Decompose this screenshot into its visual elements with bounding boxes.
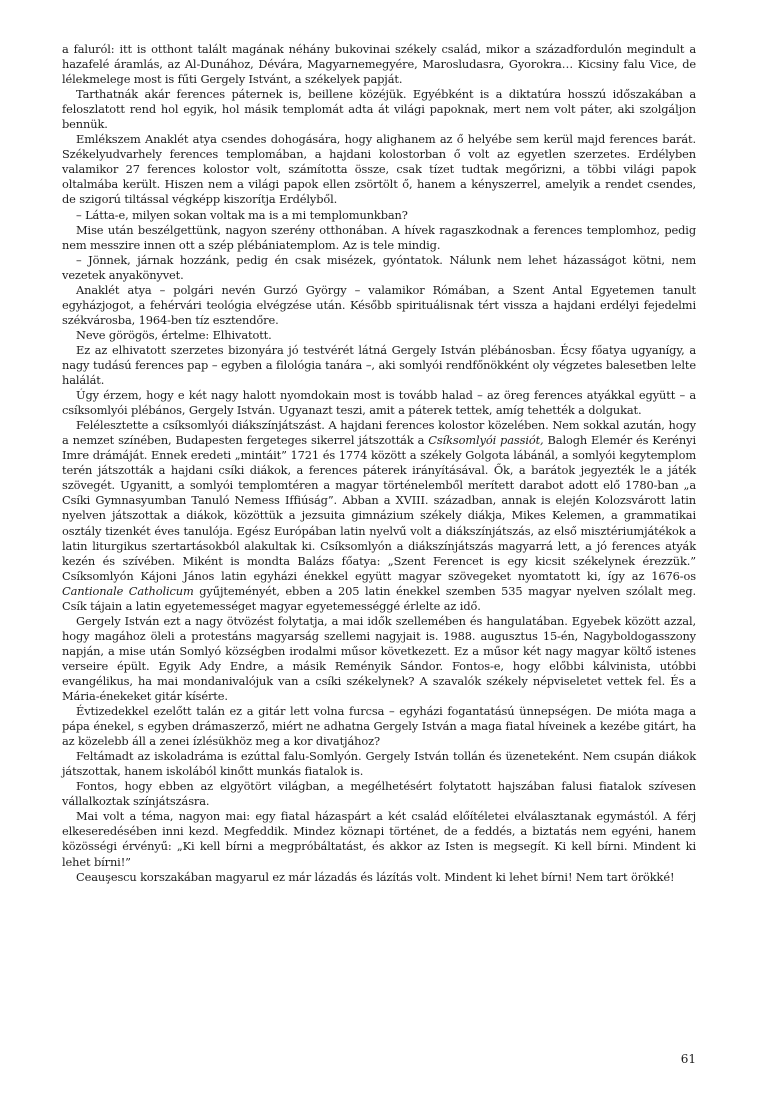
paragraph-11 xyxy=(62,418,696,614)
paragraph-3: Emlékszem Anaklét atya csendes dohogására, hogy alighanem az ő helyébe sem kerül majd ferences barát. Székelyudvarhely ferences templomában, a hajdani kolostorban ő volt az egyetlen szerzetes. Erdélyben valamikor 27 ferences kolostor volt, számította össze, csak tízet tudtak megőrizni, a többi világi papok oltalmába került. Hiszen nem a világi papok ellen zsörtölt ő, hanem a kényszerrel, amelyik a rendet csendes, de szigorú tiltással végképp kiszorítja Erdélyből. xyxy=(62,132,696,207)
paragraph-5: Mise után beszélgettünk, nagyon szerény otthonában. A hívek ragaszkodnak a ferences templomhoz, pedig nem messzire innen ott a szép plébániatemplom. Az is tele mindig. xyxy=(62,222,696,252)
page-number: 61 xyxy=(680,1052,696,1066)
paragraph-9: Ez az elhivatott szerzetes bizonyára jó testvérét látná Gergely István plébánosban. Écsy főatya ugyanígy, a nagy tudású ferences pap – egyben a filológia tanára –, aki somlyói rendfőnökként oly végzetes balesetben lelte halálát. xyxy=(62,342,696,388)
paragraph-15: Fontos, hogy ebben az elgyötört világban, a megélhetésért folytatott hajszában falusi fiatalok szívesen vállalkoztak színjátszásra. xyxy=(62,779,696,809)
paragraph-8: Neve görögös, értelme: Elhivatott. xyxy=(76,327,272,342)
paragraph-10: Úgy érzem, hogy e két nagy halott nyomdokain most is tovább halad – az öreg ferences atyákkal együtt – a csíksomlyói plébános, Gergely István. Ugyanazt teszi, amit a páterek tettek, amíg tehették a dolgukat. xyxy=(62,388,696,418)
paragraph-11-part-2: Balogh Elemér és Kerényi Imre drámáját. Ennek eredeti „mintáit” 1721 és 1774 között a székely Golgota lábánál, a somlyói kegytemplom terén játszották a hajdani csíki diákok, a ferences páterek irányításával. Ők, a barátok jegyezték le a játék szövegét. Ugyanitt, a somlyói templomtéren a magyar történelemből merített darabot adott elő 1780-ban „a Csíki Gymnasyumban Tanuló Nemess Iffiúság”. Abban a XVIII. században, annak is elején Kolozsvárott latin nyelven játszottak a diákok, közöttük a jezsuita gimnázium székely diákja, Mikes Kelemen, a grammatikai osztály tizenkét éves tanulója. Egész Európában latin nyelvű volt a diákszínjátszás, az első misztériumjátékok a latin liturgikus szertartásokból alakultak ki. Csíksomlyón a diákszínjátszás magyarrá lett, a jó ferences atyák kezén és szívében. Miként is mondta Balázs főatya: „Szent Ferencet is egy kicsit székelynek érezzük.” Csíksomlyón Kájoni János latin egyházi énekkel együtt magyar szövegeket nyomtatott ki, így az 1676-os xyxy=(62,433,696,583)
paragraph-7: Anaklét atya – polgári nevén Gurzó György – valamikor Rómában, a Szent Antal Egyetemen tanult egyházjogot, a fehérvári teológia elvégzése után. Később spirituálisnak tért vissza a hajdani erdélyi fejedelmi székvárosba, 1964-ben tíz esztendőre. xyxy=(62,282,696,327)
passio-title: Csíksomlyói passiót, xyxy=(428,433,544,448)
paragraph-4: – Látta-e, milyen sokan voltak ma is a mi templomunkban? xyxy=(76,207,408,222)
document-body xyxy=(62,42,696,885)
cantionale-title: Cantionale Catholicum xyxy=(62,583,194,598)
paragraph-1: a faluról: itt is otthont talált magának néhány bukovinai székely család, mikor a századfordulón megindult a hazafelé áramlás, az Al-Dunához, Dévára, Magyarnemegyére, Marosludasra, Gyorokra… Kicsiny falu Vice, de lélekmelege most is fűti Gergely Istvánt, a székelyek papját. xyxy=(62,42,696,87)
paragraph-2: Tarthatnák akár ferences páternek is, beillene közéjük. Egyébként is a diktatúra hosszú időszakában a feloszlatott rend hol egyik, hol másik templomát adta át világi papoknak, mert nem volt páter, aki szolgáljon bennük. xyxy=(62,87,696,132)
paragraph-16: Mai volt a téma, nagyon mai: egy fiatal házaspárt a két család előítéletei elválasztanak egymástól. A férj elkeseredésében inni kezd. Megfeddik. Mindez köznapi történet, de a feddés, a biztatás nem egyéni, hanem közösségi érvényű: „Ki kell bírni a megpróbáltatást, és akkor az Isten is megsegít. Ki kell bírni. Mindent ki lehet bírni!” xyxy=(62,809,696,869)
paragraph-11-part-1: Felélesztette a csíksomlyói diákszínjátszást. A hajdani ferences kolostor közelében. Nem sokkal azután, hogy a nemzet színében, Budapesten fergeteges sikerrel játszották a xyxy=(62,418,696,448)
paragraph-17: Ceauşescu korszakában magyarul ez már lázadás és lázítás volt. Mindent ki lehet bírni! Nem tart örökké! xyxy=(76,869,675,884)
paragraph-11-part-3: gyűjteményét, ebben a 205 latin énekkel szemben 535 magyar nyelven szólalt meg. Csík tájain a latin egyetemességet magyar egyetemességgé érlelte az idő. xyxy=(62,583,696,613)
paragraph-6: – Jönnek, járnak hozzánk, pedig én csak misézek, gyóntatok. Nálunk nem lehet házasságot kötni, nem vezetek anyakönyvet. xyxy=(62,252,696,282)
paragraph-14: Feltámadt az iskoladráma is ezúttal falu-Somlyón. Gergely István tollán és üzeneteként. Nem csupán diákok játszottak, hanem iskolából kinőtt munkás fiatalok is. xyxy=(62,749,696,779)
paragraph-13: Évtizedekkel ezelőtt talán ez a gitár lett volna furcsa – egyházi fogantatású ünnepségen. De mióta maga a pápa énekel, s egyben drámaszerző, miért ne adhatna Gergely István a maga fiatal híveinek a kezébe gitárt, ha az közelebb áll a zenei ízlésükhöz meg a kor divatjához? xyxy=(62,704,696,749)
paragraph-12: Gergely István ezt a nagy ötvözést folytatja, a mai idők szellemében és hangulatában. Egyebek között azzal, hogy magához öleli a protestáns magyarság szellemi nagyjait is. 1988. augusztus 15-én, Nagyboldogasszony napján, a mise után Somlyó községben irodalmi műsor következett. Ez a műsor két nagy magyar költő istenes verseire épült. Egyik Ady Endre, a másik Reményik Sándor. Fontos-e, hogy előbbi kálvinista, utóbbi evangélikus, ha mai mondanivalójuk van a csíki székelynek? A szavalók székely népviseletet vettek fel. És a Mária-énekeket gitár kísérte. xyxy=(62,613,696,704)
